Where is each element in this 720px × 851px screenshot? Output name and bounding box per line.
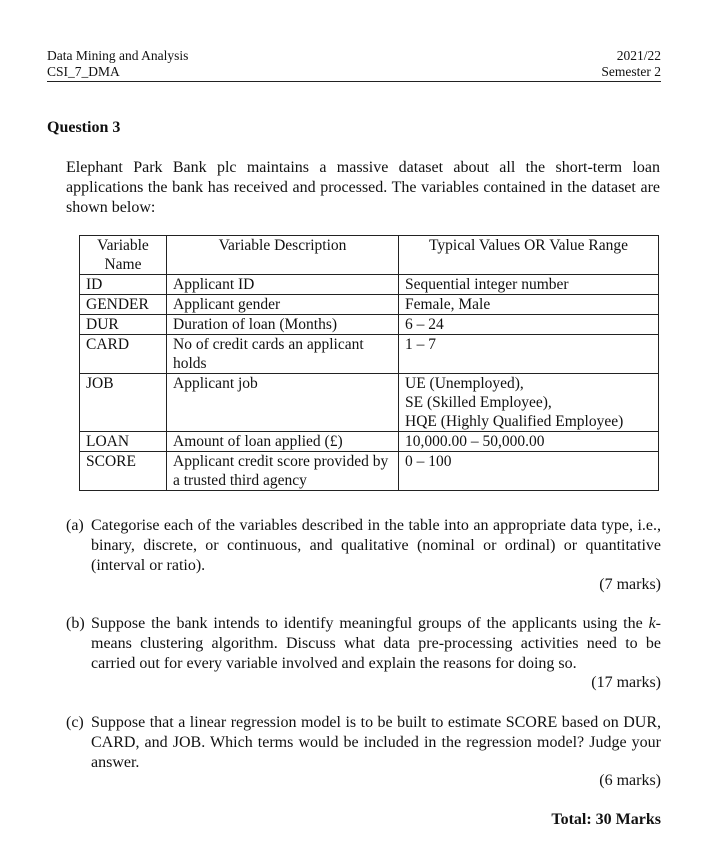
cell-typical-values: 0 – 100: [399, 452, 659, 491]
cell-variable-description: Applicant job: [167, 374, 399, 432]
cell-variable-description: No of credit cards an applicant holds: [167, 335, 399, 374]
part-b-text-after: -means clustering algorithm. Discuss what data pre-processing activities need to be carried out for every variable involved and explain the reasons for doing so.: [91, 615, 661, 672]
part-c-marks: (6 marks): [599, 772, 661, 789]
part-b-label: (b): [66, 615, 85, 632]
part-b-marks: (17 marks): [591, 674, 661, 691]
cell-typical-values: 1 – 7: [399, 335, 659, 374]
table-row: [80, 275, 659, 295]
cell-typical-values: Sequential integer number: [399, 275, 659, 295]
academic-year: 2021/22: [616, 48, 661, 63]
question-intro: Elephant Park Bank plc maintains a massive dataset about all the short-term loan applications the bank has received and processed. The variables contained in the dataset are shown below:: [66, 159, 660, 216]
cell-variable-description: Applicant credit score provided by a trusted third agency: [167, 452, 399, 491]
header-variable-name: Variable Name: [80, 236, 167, 275]
part-b-text-italic: k: [648, 615, 656, 632]
cell-variable-name: DUR: [80, 315, 167, 335]
course-name: Data Mining and Analysis: [47, 48, 189, 63]
part-c-label: (c): [66, 714, 84, 731]
header-right: [601, 48, 661, 80]
table-row: [80, 315, 659, 335]
part-b-text: [91, 614, 661, 674]
part-c-text: Suppose that a linear regression model is to be built to estimate SCORE based on DUR, CARD, and JOB. Which terms would be included in the regression model? Judge your answer.: [91, 714, 661, 771]
cell-variable-description: Amount of loan applied (£): [167, 432, 399, 452]
part-a-text: Categorise each of the variables described in the table into an appropriate data type, i.e., binary, discrete, or continuous, and qualitative (nominal or ordinal) or quantitative (interval or ratio).: [91, 517, 661, 574]
semester: Semester 2: [601, 64, 661, 79]
question-title: Question 3: [47, 119, 121, 136]
course-code: CSI_7_DMA: [47, 64, 120, 79]
cell-variable-name: ID: [80, 275, 167, 295]
total-marks: Total: 30 Marks: [551, 811, 661, 828]
header-typical-values: Typical Values OR Value Range: [399, 236, 659, 275]
cell-typical-values: UE (Unemployed), SE (Skilled Employee), HQE (Highly Qualified Employee): [399, 374, 659, 432]
cell-variable-description: Duration of loan (Months): [167, 315, 399, 335]
header-variable-description: Variable Description: [167, 236, 399, 275]
cell-variable-name: CARD: [80, 335, 167, 374]
cell-variable-description: Applicant ID: [167, 275, 399, 295]
table-row: [80, 335, 659, 374]
header-left: [47, 48, 188, 80]
part-b: [66, 614, 661, 674]
table-row: [80, 452, 659, 491]
part-a-label: (a): [66, 517, 84, 534]
part-c: [66, 713, 661, 773]
cell-variable-name: GENDER: [80, 295, 167, 315]
cell-typical-values: 6 – 24: [399, 315, 659, 335]
cell-typical-values: Female, Male: [399, 295, 659, 315]
cell-variable-name: LOAN: [80, 432, 167, 452]
part-a-marks: (7 marks): [599, 576, 661, 593]
header-divider: [47, 81, 661, 82]
table-row: [80, 295, 659, 315]
cell-typical-values: 10,000.00 – 50,000.00: [399, 432, 659, 452]
part-b-text-before: Suppose the bank intends to identify meaningful groups of the applicants using the: [91, 615, 649, 632]
cell-variable-description: Applicant gender: [167, 295, 399, 315]
variables-table: [79, 235, 659, 491]
cell-variable-name: SCORE: [80, 452, 167, 491]
part-a: [66, 516, 661, 576]
table-header-row: [80, 236, 659, 275]
table-row: [80, 374, 659, 432]
cell-variable-name: JOB: [80, 374, 167, 432]
table-row: [80, 432, 659, 452]
